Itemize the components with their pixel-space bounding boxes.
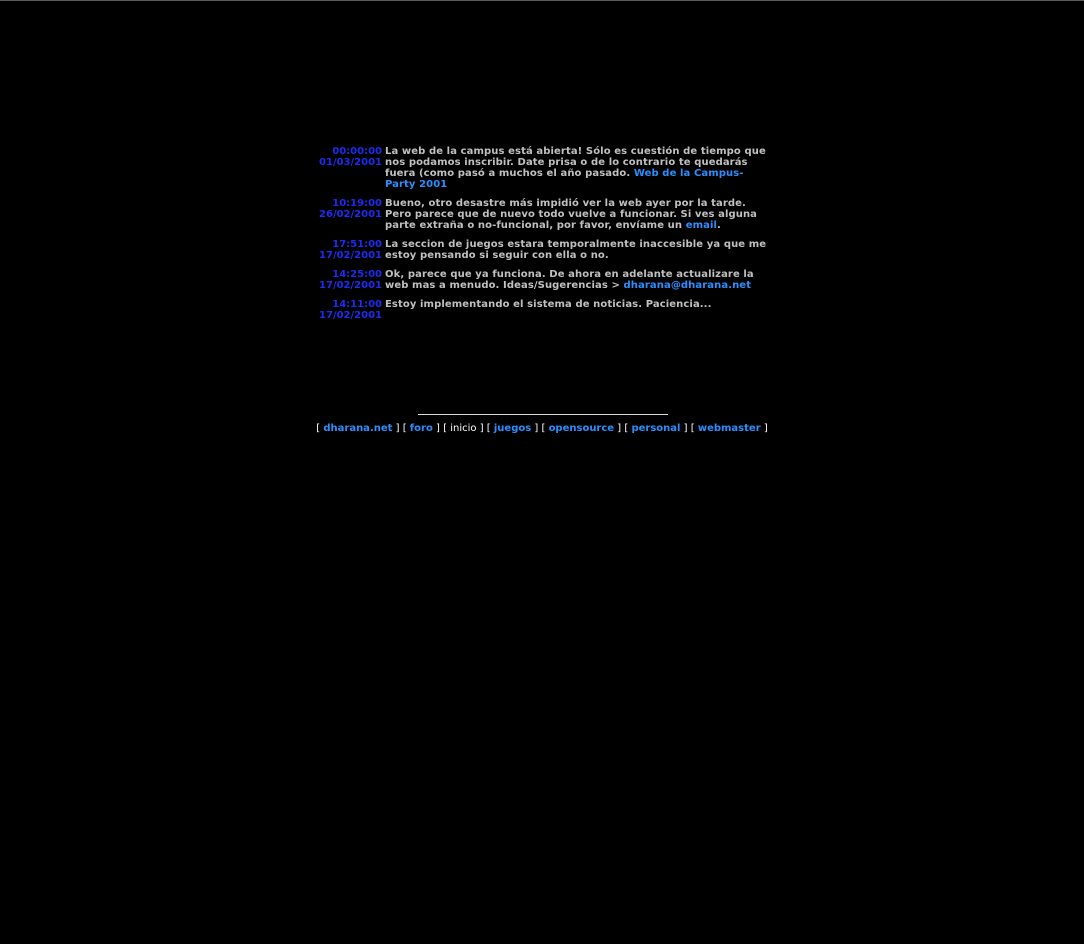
news-text: La web de la campus está abierta! Sólo es cuestión de tiempo que nos podamos inscribir. Date prisa o de lo contrario te quedarás fuera (como pasó a muchos el año pasado.	[385, 146, 766, 179]
news-body	[385, 146, 771, 198]
news-text: Bueno, otro desastre más impidió ver la web ayer por la tarde. Pero parece que de nuevo todo vuelve a funcionar. Si ves alguna parte extraña o no-funcional, por favor, envíame un	[385, 198, 758, 231]
bracket: ]	[436, 423, 440, 434]
bracket: ]	[534, 423, 539, 434]
news-date: 01/03/2001	[319, 157, 382, 168]
news-text: Ok, parece que ya funciona. De ahora en adelante actualizare la web mas a menudo. Ideas/Sugerencias >	[385, 269, 754, 291]
bracket: [	[443, 423, 448, 434]
news-time: 00:00:00	[332, 146, 382, 157]
news-timestamp	[315, 198, 382, 239]
nav-inicio-current: inicio	[450, 423, 477, 434]
contact-email-link[interactable]: dharana@dharana.net	[623, 280, 752, 291]
news-text-end: .	[717, 220, 721, 231]
bracket: [	[690, 423, 695, 434]
news-item	[315, 146, 771, 198]
nav-dharana-link[interactable]: dharana.net	[323, 423, 393, 434]
news-time: 14:11:00	[332, 299, 382, 310]
campus-party-link[interactable]: Web de la Campus-Party 2001	[385, 168, 744, 190]
news-body	[385, 198, 771, 239]
news-time: 17:51:00	[332, 239, 382, 250]
nav-personal-link[interactable]: personal	[631, 423, 681, 434]
bracket: ]	[395, 423, 400, 434]
news-item	[315, 299, 771, 329]
news-timestamp	[315, 299, 382, 329]
news-item	[315, 269, 771, 299]
news-date: 17/02/2001	[319, 280, 382, 291]
bracket: [	[624, 423, 629, 434]
news-time: 14:25:00	[332, 269, 382, 280]
news-item	[315, 198, 771, 239]
news-time: 10:19:00	[332, 198, 382, 209]
news-date: 17/02/2001	[319, 250, 382, 261]
bracket: ]	[683, 423, 688, 434]
news-timestamp	[315, 269, 382, 299]
nav-webmaster-link[interactable]: webmaster	[697, 423, 761, 434]
bracket: [	[541, 423, 546, 434]
news-body	[385, 269, 771, 299]
news-body	[385, 299, 771, 329]
news-text: Estoy implementando el sistema de noticias. Paciencia...	[385, 299, 712, 310]
nav-foro-link[interactable]: foro	[409, 423, 433, 434]
bracket: [	[486, 423, 491, 434]
news-list	[312, 146, 774, 329]
bracket: ]	[617, 423, 622, 434]
bracket: [	[316, 423, 321, 434]
nav-juegos-link[interactable]: juegos	[493, 423, 532, 434]
news-date: 26/02/2001	[319, 209, 382, 220]
bracket: [	[402, 423, 407, 434]
nav-opensource-link[interactable]: opensource	[548, 423, 615, 434]
news-body	[385, 239, 771, 269]
news-text: La seccion de juegos estara temporalmente inaccesible ya que me estoy pensando si seguir con ella o no.	[385, 239, 767, 261]
news-timestamp	[315, 239, 382, 269]
footer-divider	[418, 414, 668, 415]
email-link[interactable]: email	[685, 220, 717, 231]
news-item	[315, 239, 771, 269]
bracket: ]	[763, 423, 768, 434]
news-date: 17/02/2001	[319, 310, 382, 321]
footer-nav	[0, 423, 1084, 434]
news-timestamp	[315, 146, 382, 198]
bracket: ]	[479, 423, 484, 434]
